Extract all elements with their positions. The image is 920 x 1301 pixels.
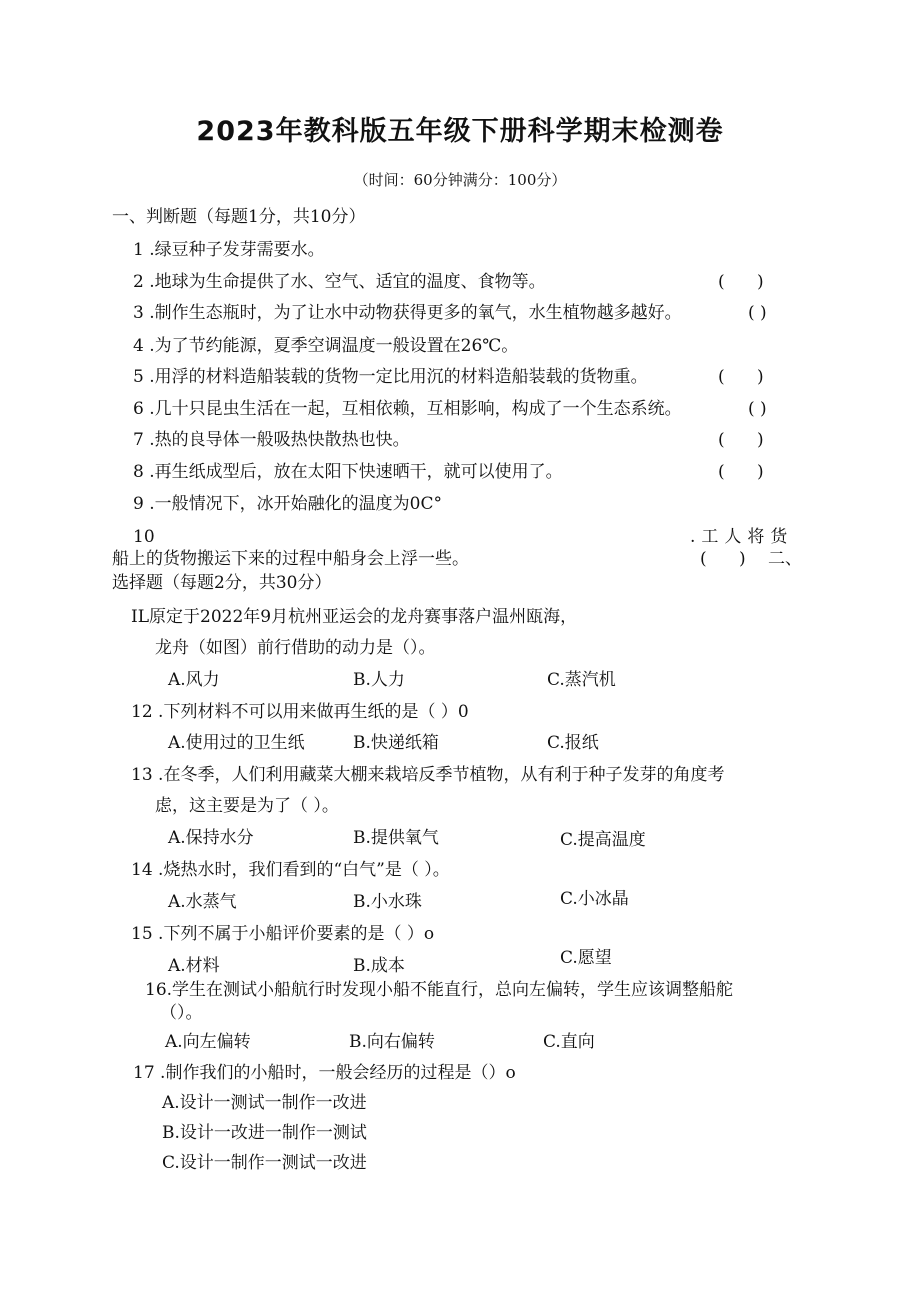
- option-a[interactable]: A.设计一测试一制作一改进: [162, 1093, 367, 1113]
- option-b[interactable]: B.向右偏转: [349, 1032, 435, 1052]
- question-number: 10: [133, 527, 155, 547]
- section1-heading: 一、判断题（每题1分，共10分）: [112, 207, 366, 227]
- option-a[interactable]: A.水蒸气: [168, 892, 237, 912]
- option-b[interactable]: B.小水珠: [353, 892, 422, 912]
- question-item: [133, 430, 410, 450]
- option-a[interactable]: A.使用过的卫生纸: [168, 733, 305, 753]
- question-text: （）。: [160, 1003, 203, 1023]
- section2-heading: 选择题（每题2分，共30分）: [112, 573, 332, 593]
- question-item: [133, 240, 325, 260]
- option-b[interactable]: B.提供氧气: [353, 828, 439, 848]
- question-number: 6: [133, 399, 144, 419]
- question-text: .工人将货: [690, 527, 794, 547]
- question-item: [133, 272, 546, 292]
- question-number: 7: [133, 430, 144, 450]
- option-b[interactable]: B.设计一改进一制作一测试: [162, 1123, 367, 1143]
- question-text: 16.学生在测试小船航行时发现小船不能直行，总向左偏转，学生应该调整船舵: [145, 980, 734, 1000]
- answer-blank[interactable]: ( ): [700, 549, 746, 569]
- answer-blank[interactable]: ( ): [718, 430, 764, 450]
- question-item: [133, 303, 682, 323]
- question-text: 龙舟（如图）前行借助的动力是（）。: [155, 638, 436, 658]
- question-text: .地球为生命提供了水、空气、适宜的温度、食物等。: [149, 272, 546, 292]
- question-text: .再生纸成型后，放在太阳下快速晒干，就可以使用了。: [149, 462, 563, 482]
- question-number: 3: [133, 303, 144, 323]
- question-text: .一般情况下，冰开始融化的温度为0C°: [149, 494, 442, 514]
- option-b[interactable]: B.成本: [353, 956, 405, 976]
- question-number: 2: [133, 272, 144, 292]
- question-text: .制作生态瓶时，为了让水中动物获得更多的氧气，水生植物越多越好。: [149, 303, 682, 323]
- question-text: 17 .制作我们的小船时，一般会经历的过程是（）o: [133, 1063, 516, 1083]
- section2-heading-start: 二、: [768, 549, 802, 569]
- option-a[interactable]: A.向左偏转: [165, 1032, 251, 1052]
- question-item: [133, 367, 648, 387]
- option-c[interactable]: C.报纸: [547, 733, 599, 753]
- question-text: IL原定于2022年9月杭州亚运会的龙舟赛事落户温州瓯海，: [131, 607, 578, 627]
- option-a[interactable]: A.材料: [168, 956, 220, 976]
- question-text: .用浮的材料造船装载的货物一定比用沉的材料造船装载的货物重。: [149, 367, 648, 387]
- option-c[interactable]: C.愿望: [560, 948, 612, 968]
- answer-blank[interactable]: ( ): [748, 303, 767, 323]
- question-text: 15 .下列不属于小船评价要素的是（ ）o: [131, 924, 435, 944]
- option-a[interactable]: A.保持水分: [168, 828, 254, 848]
- answer-blank[interactable]: ( ): [718, 272, 764, 292]
- question-text: .为了节约能源，夏季空调温度一般设置在26℃。: [149, 336, 519, 356]
- question-text: .热的良导体一般吸热快散热也快。: [149, 430, 410, 450]
- answer-blank[interactable]: ( ): [718, 462, 764, 482]
- question-item: [133, 336, 518, 356]
- question-text: 12 .下列材料不可以用来做再生纸的是（ ）0: [131, 702, 469, 722]
- question-text: .几十只昆虫生活在一起，互相依赖，互相影响，构成了一个生态系统。: [149, 399, 682, 419]
- option-c[interactable]: C.蒸汽机: [547, 670, 616, 690]
- option-c[interactable]: C.小冰晶: [560, 889, 629, 909]
- option-c[interactable]: C.提高温度: [560, 830, 646, 850]
- page-title: 2023年教科版五年级下册科学期末检测卷: [196, 116, 724, 147]
- answer-blank[interactable]: ( ): [748, 399, 767, 419]
- question-item: [133, 399, 682, 419]
- option-c[interactable]: C.设计一制作一测试一改进: [162, 1153, 367, 1173]
- question-text: 13 .在冬季，人们利用藏菜大棚来栽培反季节植物，从有利于种子发芽的角度考: [131, 765, 725, 785]
- question-text: 船上的货物搬运下来的过程中船身会上浮一些。: [112, 549, 469, 569]
- option-a[interactable]: A.风力: [168, 670, 220, 690]
- question-text: 虑，这主要是为了（ ）。: [155, 796, 339, 816]
- exam-info: （时间：60分钟满分：100分）: [353, 171, 567, 189]
- question-text: .绿豆种子发芽需要水。: [149, 240, 325, 260]
- question-item: [133, 462, 563, 482]
- option-c[interactable]: C.直向: [543, 1032, 595, 1052]
- question-number: 1: [133, 240, 144, 260]
- option-b[interactable]: B.快递纸箱: [353, 733, 439, 753]
- question-text: 14 .烧热水时，我们看到的“白气”是（ ）。: [131, 860, 450, 880]
- option-b[interactable]: B.人力: [353, 670, 405, 690]
- question-number: 8: [133, 462, 144, 482]
- question-number: 9: [133, 494, 144, 514]
- question-item: [133, 494, 442, 514]
- answer-blank[interactable]: ( ): [718, 367, 764, 387]
- question-number: 5: [133, 367, 144, 387]
- question-number: 4: [133, 336, 144, 356]
